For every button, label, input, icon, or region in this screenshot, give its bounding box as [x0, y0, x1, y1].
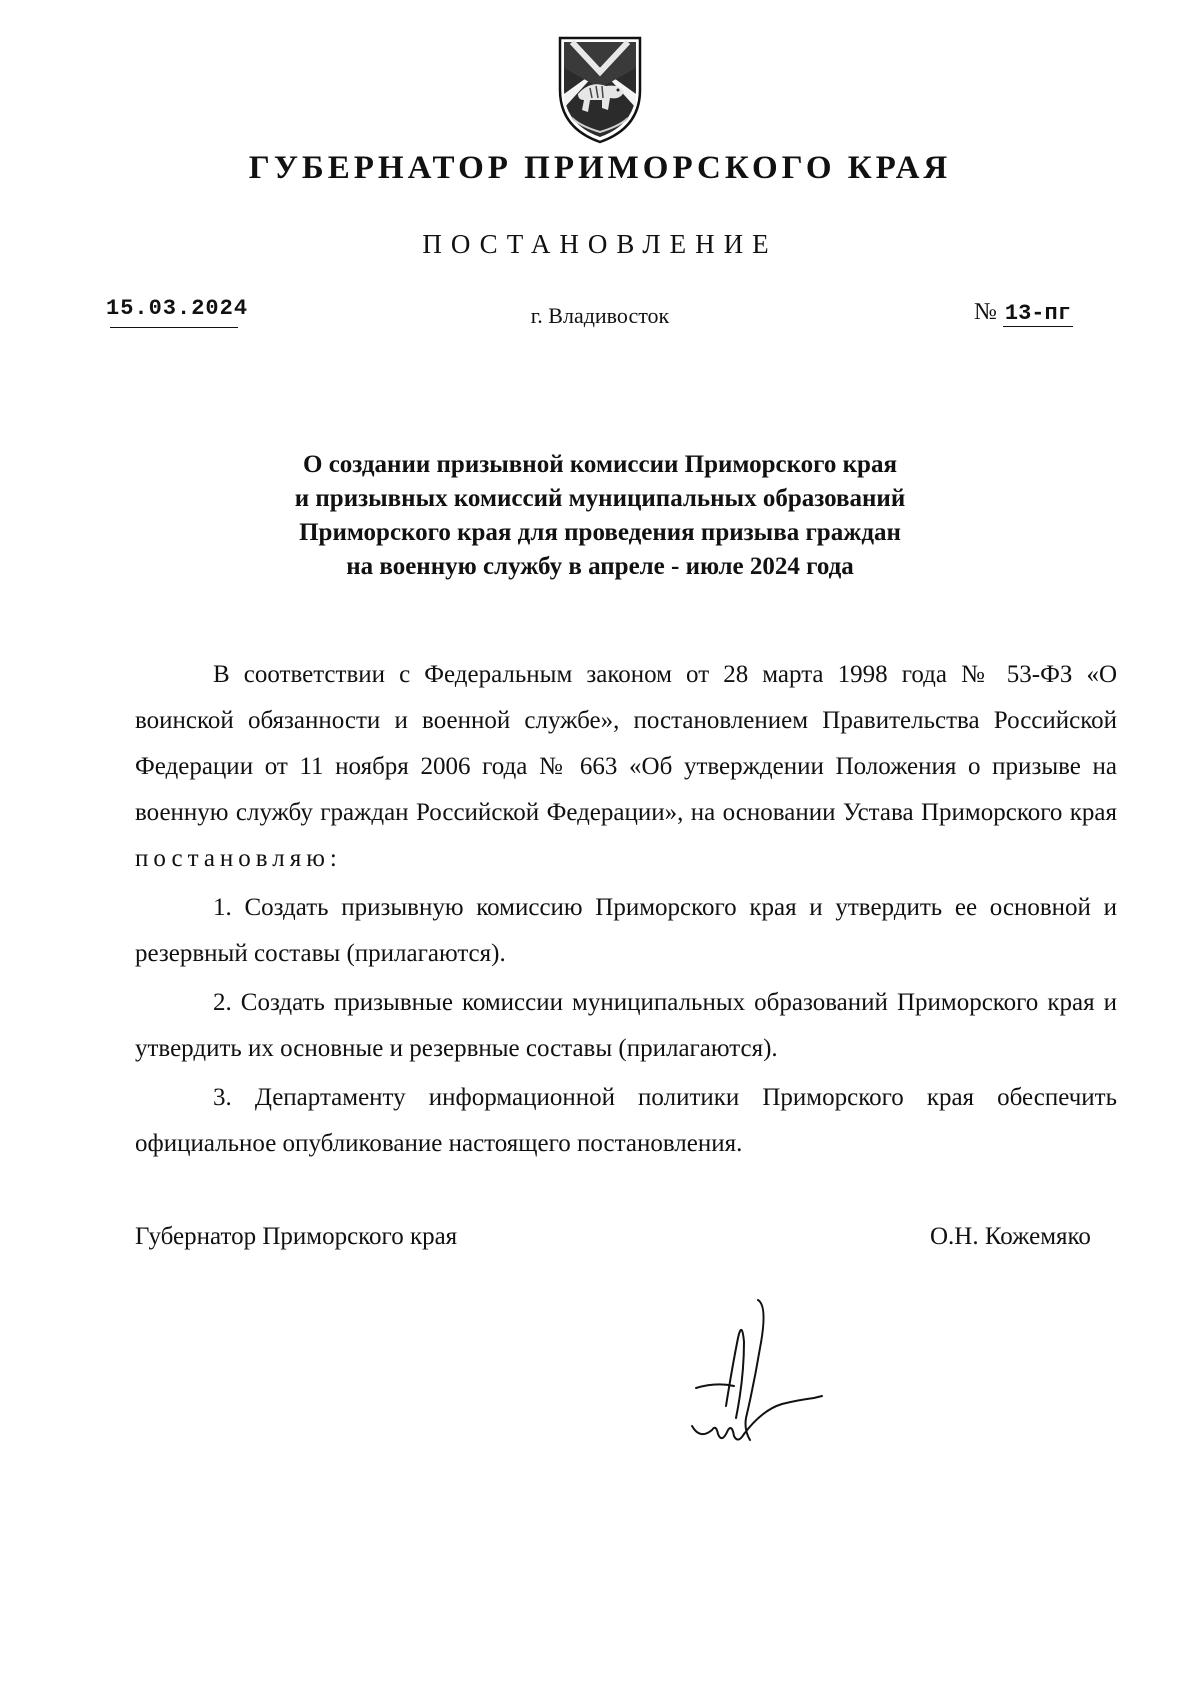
- signatory-name: О.Н. Кожемяко: [930, 1223, 1091, 1250]
- subject-line: О создании призывной комиссии Приморского края: [303, 451, 897, 478]
- preamble-paragraph: [135, 652, 1117, 882]
- document-city: г. Владивосток: [530, 303, 670, 328]
- subject-line: и призывных комиссий муниципальных образований: [294, 485, 906, 512]
- number-sign: №: [974, 299, 997, 325]
- resolution-item-3: 3. Департаменту информационной политики Приморского края обеспечить официальное опубликование настоящего постановления.: [135, 1084, 1117, 1157]
- subject-line: Приморского края для проведения призыва граждан: [299, 519, 901, 546]
- preamble-text: В соответствии с Федеральным законом от 28 марта 1998 года № 53-ФЗ «О воинской обязанности и военной службе», постановлением Правительства Российской Федерации от 11 ноября 2006 года № 663 «Об утверждении Положения о призыве на военную службу граждан Российской Федерации», на основании Устава Приморского края: [135, 661, 1117, 826]
- handwritten-signature-icon: [686, 1298, 836, 1458]
- document-type: ПОСТАНОВЛЕНИЕ: [422, 229, 778, 259]
- document-number: [974, 299, 1073, 327]
- document-body: [135, 652, 1117, 1167]
- document-subject: [150, 448, 1050, 584]
- resolution-item-2: 2. Создать призывные комиссии муниципальных образований Приморского края и утвердить их основные и резервные составы (прилагаются).: [135, 989, 1117, 1062]
- resolution-item-1: 1. Создать призывную комиссию Приморского края и утвердить ее основной и резервный составы (прилагаются).: [135, 894, 1117, 967]
- subject-line: на военную службу в апреле - июле 2024 года: [346, 553, 854, 580]
- organization-title: ГУБЕРНАТОР ПРИМОРСКОГО КРАЯ: [248, 150, 952, 186]
- signatory-title: Губернатор Приморского края: [135, 1223, 458, 1250]
- resolution-word: постановляю:: [135, 845, 342, 872]
- document-date: 15.03.2024: [106, 296, 249, 321]
- coat-of-arms-icon: [550, 28, 650, 148]
- number-value: 13-пг: [1004, 301, 1071, 326]
